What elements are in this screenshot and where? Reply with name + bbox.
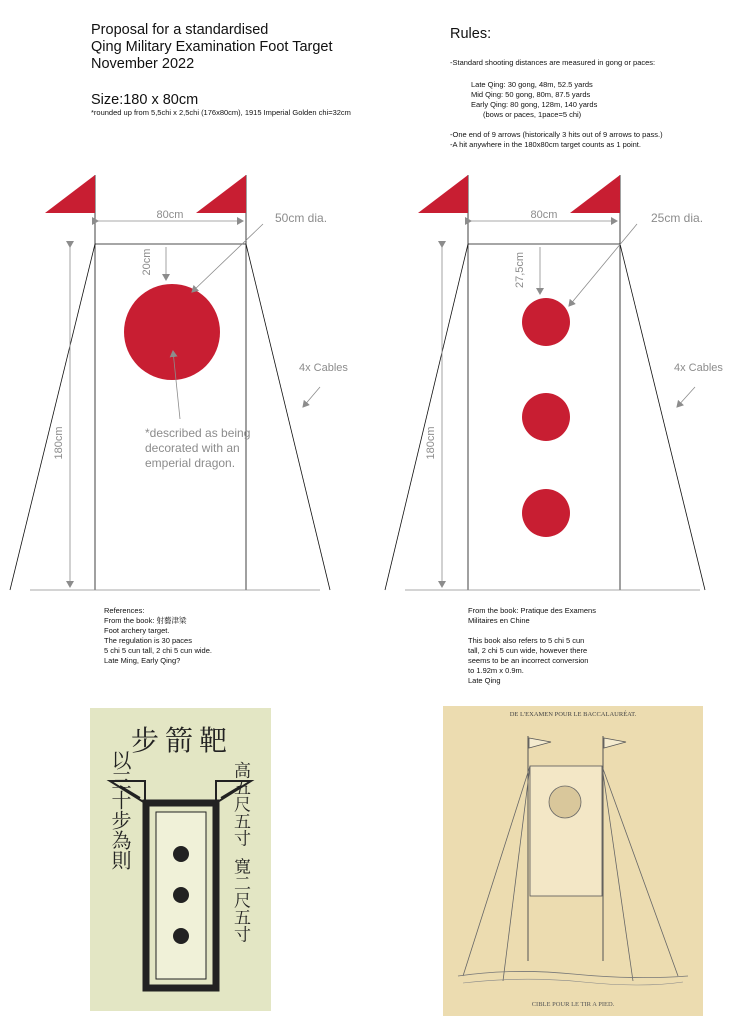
height-label: 180cm [53,426,65,460]
right-flag [196,175,246,213]
cables-pointer [677,387,695,407]
woodblock-right-text: 高五尺五寸 [230,761,250,847]
right-target-diagram [385,175,723,590]
references-left [104,606,212,666]
rule-line: -Standard shooting distances are measured in gong or paces: [450,58,656,67]
references-right [468,606,596,686]
woodblock-title: 步箭靶 [130,724,234,757]
engraving-flag [604,738,626,748]
diameter-label: 25cm dia. [651,211,704,225]
left-flag [418,175,468,213]
target-circle [522,393,570,441]
diameter-pointer [192,224,263,292]
title-line: Qing Military Examination Foot Target [91,39,333,55]
cables-label: 4x Cables [674,362,723,374]
left-target-diagram [10,175,348,590]
woodblock-dot [173,846,189,862]
rule-line: Mid Qing: 50 gong, 80m, 87.5 yards [471,90,591,99]
cable [10,244,95,590]
reference-line: seems to be an incorrect conversion [468,656,589,665]
target-circle [522,298,570,346]
size-note: *rounded up from 5,5chi x 2,5chi (176x80cm), 1915 Imperial Golden chi=32cm [91,108,351,117]
reference-line: Militaires en Chine [468,616,530,625]
engraving-caption: CIBLE POUR LE TIR A PIED. [531,1001,615,1008]
woodblock-left-text: 以三十步為則 [108,750,132,870]
diameter-label: 50cm dia. [275,211,328,225]
engraving-flag [529,738,551,748]
cables-label: 4x Cables [299,362,348,374]
note-line: decorated with an [145,441,240,455]
width-label: 80cm [156,209,184,221]
engraving-illustration [443,706,703,1016]
rule-line: -One end of 9 arrows (historically 3 hits out of 9 arrows to pass.) [450,130,663,139]
reference-line: tall, 2 chi 5 cun wide, however there [468,646,588,655]
size-heading: Size:180 x 80cm [91,92,199,108]
reference-line: From the book: 射藝津梁 [104,616,187,625]
woodblock-dot [173,887,189,903]
engraving-disc [549,786,581,818]
cable [385,244,468,590]
target-circle [124,284,220,380]
reference-line: Late Qing [468,676,501,685]
reference-line: Foot archery target. [104,626,170,635]
reference-line: The regulation is 30 paces [104,636,192,645]
left-flag [45,175,95,213]
cable [246,244,330,590]
width-label: 80cm [530,209,558,221]
diameter-pointer [569,224,637,306]
reference-line: References: [104,606,145,615]
engraving-header: DE L'EXAMEN POUR LE BACCALAURÉAT. [509,711,637,718]
reference-line: to 1.92m x 0.9m. [468,666,524,675]
rules-heading: Rules: [450,26,492,42]
rule-line: (bows or paces, 1pace=5 chi) [483,110,582,119]
rule-line: Late Qing: 30 gong, 48m, 52.5 yards [471,80,593,89]
cable [620,244,705,590]
reference-line: From the book: Pratique des Examens [468,606,596,615]
title-line: Proposal for a standardised [91,22,269,38]
reference-line: Late Ming, Early Qing? [104,656,181,665]
gap-label: 20cm [141,248,153,276]
target-circle [522,489,570,537]
reference-line: This book also refers to 5 chi 5 cun [468,636,585,645]
cables-pointer [303,387,320,407]
gap-label: 27,5cm [514,251,526,289]
note-line: emperial dragon. [145,456,236,470]
right-flag [570,175,620,213]
woodblock-right-text: 寛二尺五寸 [230,857,250,943]
reference-line: 5 chi 5 cun tall, 2 chi 5 cun wide. [104,646,212,655]
note-line: *described as being [145,426,251,440]
rule-line: Early Qing: 80 gong, 128m, 140 yards [471,100,598,109]
title-line: November 2022 [91,56,195,72]
height-label: 180cm [425,426,437,460]
engraving-target-board [530,766,602,896]
rule-line: -A hit anywhere in the 180x80cm target counts as 1 point. [450,140,641,149]
woodblock-dot [173,928,189,944]
woodblock-illustration [90,708,271,1011]
